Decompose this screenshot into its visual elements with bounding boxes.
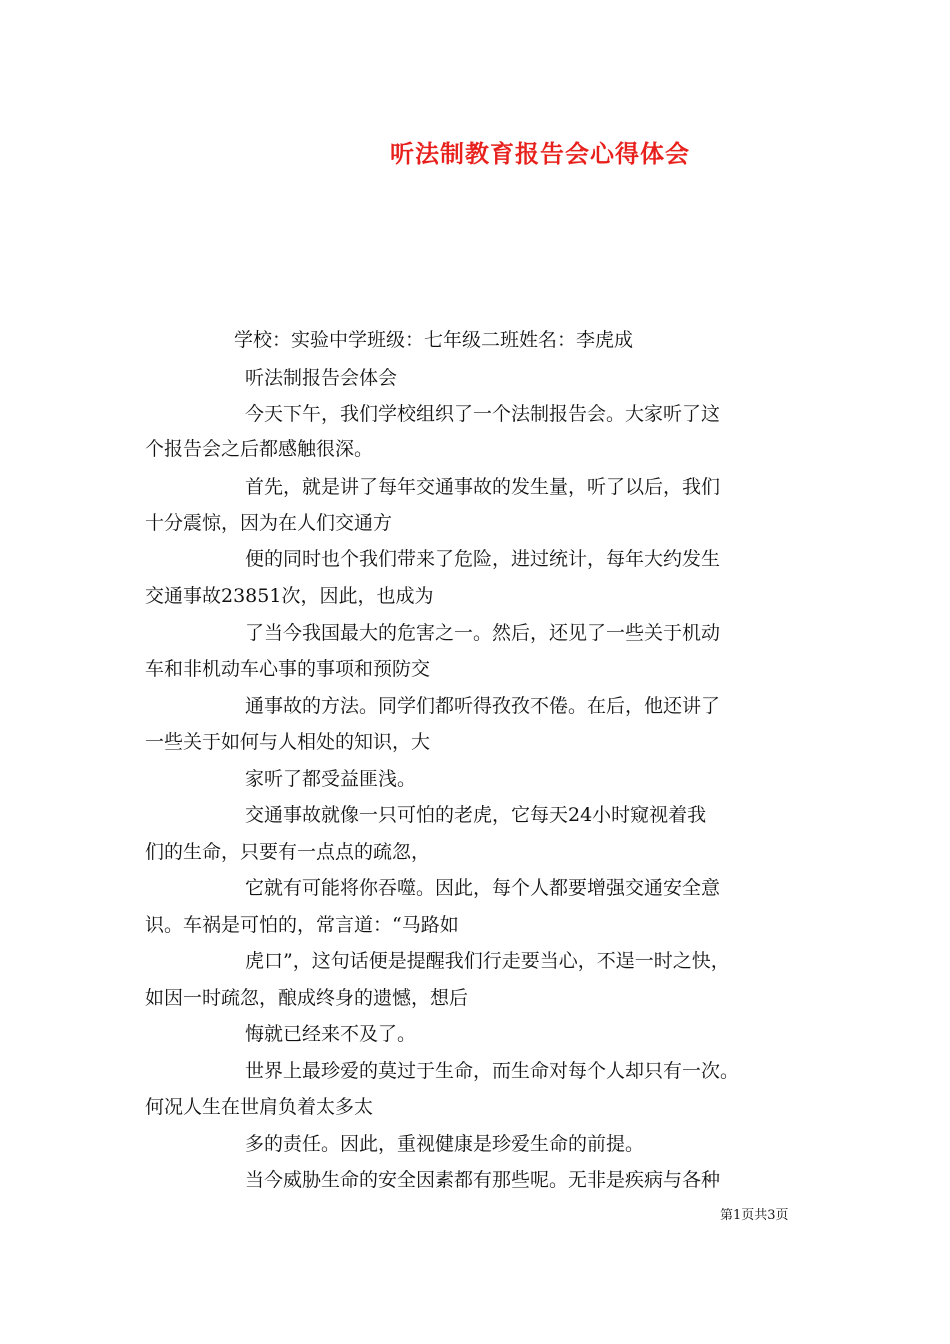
body-line: 何况人生在世肩负着太多太 <box>145 1096 374 1118</box>
body-line: 识。车祸是可怕的，常言道：“马路如 <box>145 914 459 936</box>
body-line: 悔就已经来不及了。 <box>245 1023 417 1045</box>
student-info-line: 学校：实验中学班级：七年级二班姓名：李虎成 <box>234 329 634 351</box>
body-line: 交通事故就像一只可怕的老虎，它每天24小时窥视着我 <box>245 804 707 826</box>
body-line: 首先，就是讲了每年交通事故的发生量，听了以后，我们 <box>245 476 721 498</box>
body-line: 它就有可能将你吞噬。因此，每个人都要增强交通安全意 <box>245 877 721 899</box>
body-line: 了当今我国最大的危害之一。然后，还见了一些关于机动 <box>245 622 721 644</box>
body-line: 车和非机动车心事的事项和预防交 <box>145 658 431 680</box>
body-line: 多的责任。因此，重视健康是珍爱生命的前提。 <box>245 1133 645 1155</box>
body-line: 交通事故23851次，因此，也成为 <box>145 585 434 607</box>
body-line: 十分震惊，因为在人们交通方 <box>145 512 393 534</box>
body-line: 一些关于如何与人相处的知识，大 <box>145 731 431 753</box>
body-line: 如因一时疏忽，酿成终身的遗憾，想后 <box>145 987 469 1009</box>
subtitle-line: 听法制报告会体会 <box>245 367 398 389</box>
body-line: 个报告会之后都感触很深。 <box>145 438 374 460</box>
body-line: 世界上最珍爱的莫过于生命，而生命对每个人却只有一次。 <box>245 1060 740 1082</box>
document-title: 听法制教育报告会心得体会 <box>390 139 690 168</box>
body-line: 便的同时也个我们带来了危险，进过统计，每年大约发生 <box>245 548 721 570</box>
body-line: 家听了都受益匪浅。 <box>245 768 417 790</box>
body-line: 们的生命，只要有一点点的疏忽， <box>145 841 431 863</box>
body-line: 虎口”，这句话便是提醒我们行走要当心，不逞一时之快， <box>245 950 730 972</box>
body-line: 当今威胁生命的安全因素都有那些呢。无非是疾病与各种 <box>245 1169 721 1191</box>
page-footer: 第1页共3页 <box>720 1208 789 1223</box>
body-line: 今天下午，我们学校组织了一个法制报告会。大家听了这 <box>245 403 721 425</box>
body-line: 通事故的方法。同学们都听得孜孜不倦。在后，他还讲了 <box>245 695 721 717</box>
